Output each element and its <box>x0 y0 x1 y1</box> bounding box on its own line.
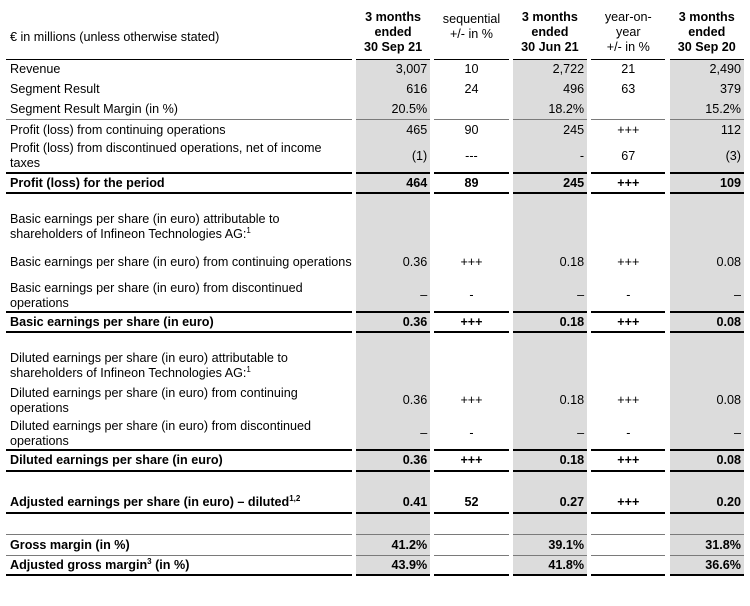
header-q3-2021: 3 months ended 30 Sep 21 <box>356 6 430 60</box>
header-q2-2021: 3 months ended 30 Jun 21 <box>513 6 587 60</box>
row-basic-eps: Basic earnings per share (in euro) 0.36 +++ 0.18 +++ 0.08 <box>6 313 744 333</box>
row-basic-continuing: Basic earnings per share (in euro) from continuing operations 0.36 +++ 0.18 +++ 0.08 <box>6 244 744 280</box>
row-gross-margin: Gross margin (in %) 41.2% 39.1% 31.8% <box>6 534 744 555</box>
header-sequential: sequential +/- in % <box>434 6 508 60</box>
header-year-on-year: year-on- year +/- in % <box>591 6 665 60</box>
row-diluted-attributable: Diluted earnings per share (in euro) attributable to shareholders of Infineon Technologies AG:$^1$ <box>6 349 744 383</box>
row-profit-discontinued: Profit (loss) from discontinued operations, net of income taxes (1) --- - 67 (3) <box>6 140 744 174</box>
header-label: € in millions (unless otherwise stated) <box>6 6 352 60</box>
row-diluted-continuing: Diluted earnings per share (in euro) from continuing operations 0.36 +++ 0.18 +++ 0.08 <box>6 383 744 418</box>
financial-table <box>6 6 744 576</box>
row-diluted-discontinued: Diluted earnings per share (in euro) from discontinued operations – - – - – <box>6 418 744 451</box>
row-diluted-eps: Diluted earnings per share (in euro) 0.36 +++ 0.18 +++ 0.08 <box>6 451 744 472</box>
row-segment-margin: Segment Result Margin (in %) 20.5% 18.2% 15.2% <box>6 99 744 119</box>
row-adjusted-gross-margin: Adjusted gross margin$^3$ (in %) 43.9% 41.8% 36.6% <box>6 555 744 576</box>
row-adjusted-eps: Adjusted earnings per share (in euro) – diluted$^{1,2}$ 0.41 52 0.27 +++ 0.20 <box>6 492 744 514</box>
row-profit-continuing: Profit (loss) from continuing operations 465 90 245 +++ 112 <box>6 119 744 140</box>
header-q3-2020: 3 months ended 30 Sep 20 <box>670 6 745 60</box>
row-revenue: Revenue 3,007 10 2,722 21 2,490 <box>6 60 744 79</box>
row-profit-period: Profit (loss) for the period 464 89 245 +++ 109 <box>6 174 744 194</box>
row-basic-discontinued: Basic earnings per share (in euro) from discontinued operations – - – - – <box>6 280 744 313</box>
row-basic-attributable: Basic earnings per share (in euro) attributable to shareholders of Infineon Technologies AG:$^1$ <box>6 210 744 244</box>
row-segment-result: Segment Result 616 24 496 63 379 <box>6 79 744 99</box>
